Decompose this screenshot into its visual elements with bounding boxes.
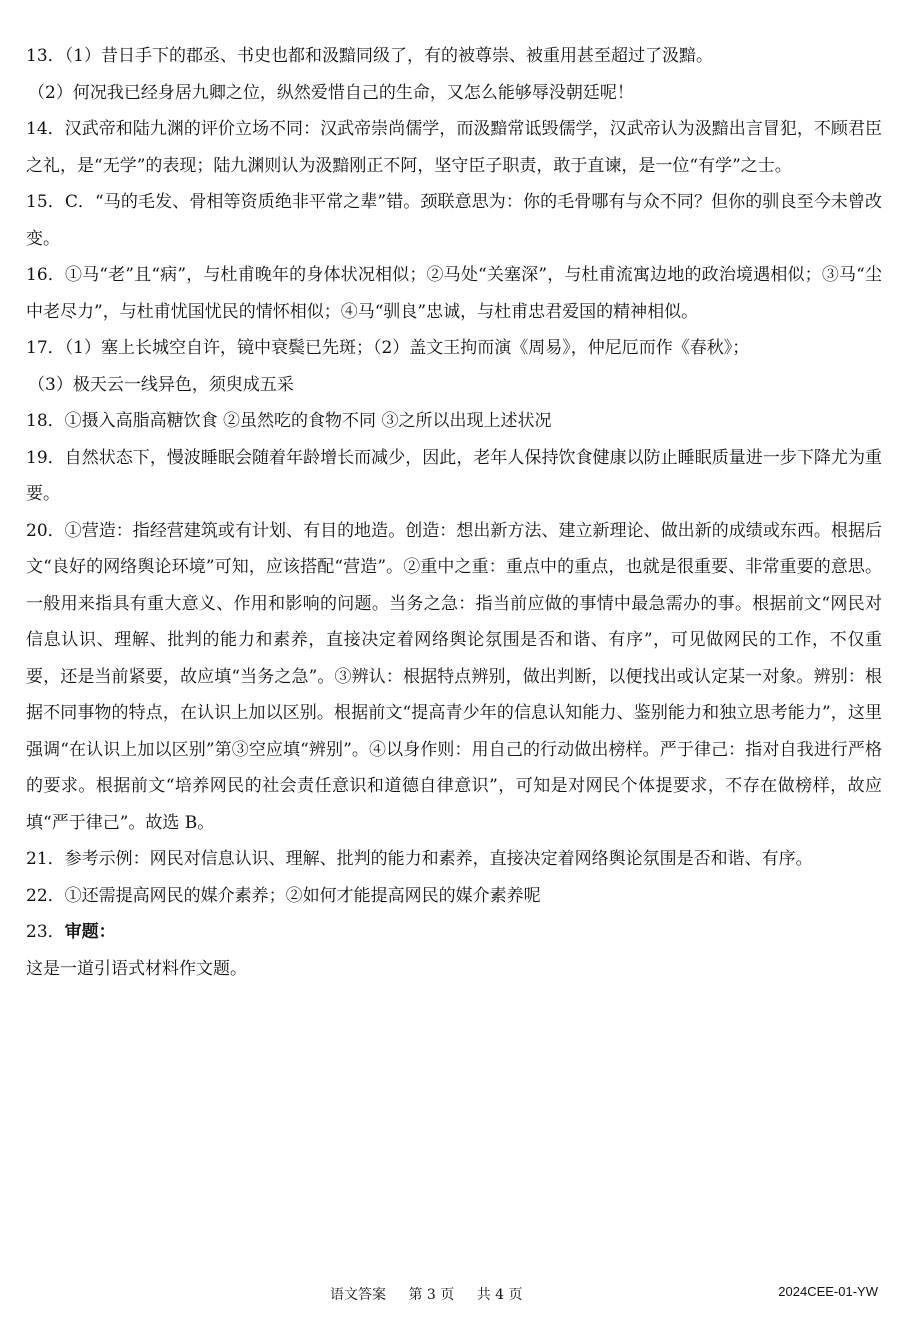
- footer-page-number: 第 3 页: [408, 1287, 455, 1303]
- footer-total-pages: 共 4 页: [476, 1287, 523, 1303]
- answer-13-part1: 13．（1）昔日手下的郡丞、书史也都和汲黯同级了，有的被尊崇、被重用甚至超过了汲黯。: [26, 46, 713, 66]
- answer-22: 22．①还需提高网民的媒介素养；②如何才能提高网民的媒介素养呢: [26, 885, 541, 906]
- page-footer: [0, 1284, 900, 1308]
- answer-17-part2: （3）极天云一线异色，须臾成五采: [28, 374, 294, 395]
- answer-23-number: 23．: [26, 922, 65, 942]
- footer-subject: 语文答案: [330, 1287, 386, 1303]
- answer-21: 21．参考示例：网民对信息认识、理解、批判的能力和素养，直接决定着网络舆论氛围是否和谐、有序。: [26, 849, 813, 869]
- answer-16: 16．①马“老”且“病”，与杜甫晚年的身体状况相似；②马处“关塞深”，与杜甫流寓边地的政治境遇相似；③马“尘中老尽力”，与杜甫忧国忧民的情怀相似；④马“驯良”忠诚，与杜甫忠君爱国的精神相似。: [26, 265, 882, 322]
- answer-19: 19．自然状态下，慢波睡眠会随着年龄增长而减少，因此，老年人保持饮食健康以防止睡眠质量进一步下降尤为重要。: [26, 447, 882, 504]
- answer-15: 15．C．“马的毛发、骨相等资质绝非平常之辈”错。颈联意思为：你的毛骨哪有与众不同？但你的驯良至今未曾改变。: [26, 192, 882, 249]
- answer-23-heading: [26, 914, 882, 951]
- footer-page-info: [330, 1284, 541, 1304]
- answer-content: [26, 38, 882, 987]
- answer-17-part1: 17．（1）塞上长城空自许，镜中衰鬓已先斑；（2）盖文王拘而演《周易》，仲尼厄而作《春秋》；: [26, 338, 750, 358]
- answer-18: 18．①摄入高脂高糖饮食 ②虽然吃的食物不同 ③之所以出现上述状况: [26, 411, 552, 431]
- answer-20: 20．①营造：指经营建筑或有计划、有目的地造。创造：想出新方法、建立新理论、做出新的成绩或东西。根据后文“良好的网络舆论环境”可知，应该搭配“营造”。②重中之重：重点中的重点，也就是很重要、非常重要的意思。一般用来指具有重大意义、作用和影响的问题。当务之急：指当前应做的事情中最急需办的事。根据前文“网民对信息认识、理解、批判的能力和素养，直接决定着网络舆论氛围是否和谐、有序”，可见做网民的工作，不仅重要，还是当前紧要，故应填“当务之急”。③辨认：根据特点辨别，做出判断，以便找出或认定某一对象。辨别：根据不同事物的特点，在认识上加以区别。根据前文“提高青少年的信息认知能力、鉴别能力和独立思考能力”，这里强调“在认识上加以区别”第③空应填“辨别”。④以身作则：用自己的行动做出榜样。严于律己：指对自我进行严格的要求。根据前文“培养网民的社会责任意识和道德自律意识”，可知是对网民个体提要求，不存在做榜样，故应填“严于律己”。故选 B。: [26, 520, 882, 833]
- answer-13-part2: （2）何况我已经身居九卿之位，纵然爱惜自己的生命，又怎么能够辱没朝廷呢！: [28, 82, 634, 103]
- answer-14: 14．汉武帝和陆九渊的评价立场不同：汉武帝崇尚儒学，而汲黯常诋毁儒学，汉武帝认为汲黯出言冒犯，不顾君臣之礼，是“无学”的表现；陆九渊则认为汲黯刚正不阿，坚守臣子职责，敢于直谏，是一位“有学”之士。: [26, 119, 882, 176]
- answer-23-title: 审题：: [64, 922, 116, 942]
- footer-document-code: 2024CEE-01-YW: [778, 1284, 878, 1299]
- answer-23-body: 这是一道引语式材料作文题。: [26, 958, 247, 979]
